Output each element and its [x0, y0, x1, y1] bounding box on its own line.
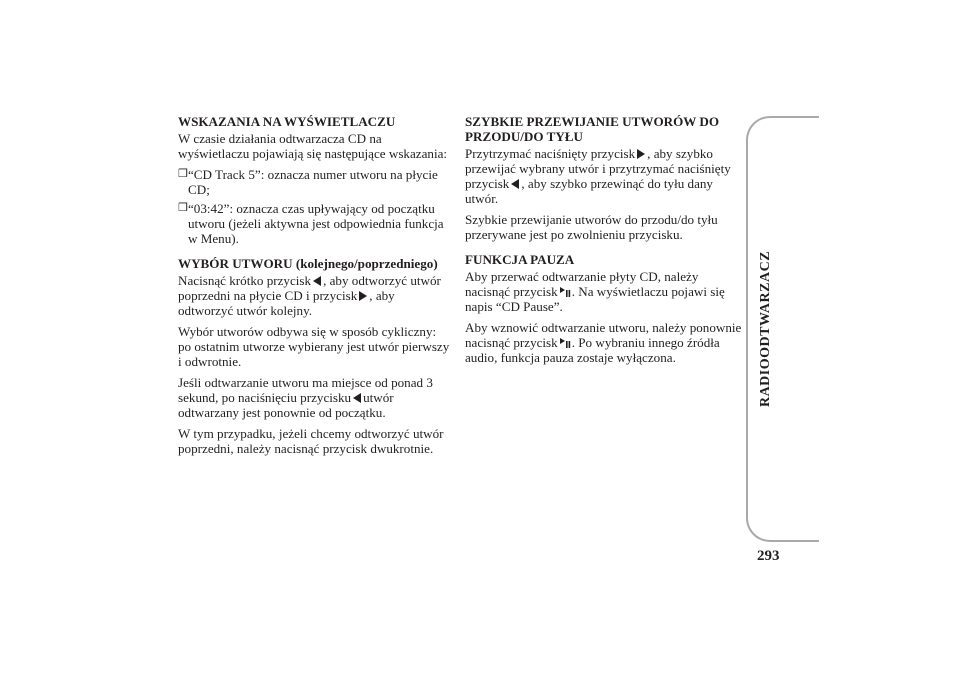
previous-arrow-icon [511, 179, 519, 189]
play-pause-icon [559, 286, 571, 298]
paragraph: Szybkie przewijanie utworów do przodu/do tyłu przerywane jest po zwolnieniu przycisku. [465, 212, 718, 242]
heading-pause-function: FUNKCJA PAUZA [465, 252, 575, 267]
paragraph: Aby przerwać odtwarzanie płyty CD, należy nacisnąć przycisk . Na wyświetlaczu pojawi się napis “CD Pause”. [465, 269, 725, 314]
paragraph: Aby wznowić odtwarzanie utworu, należy ponownie nacisnąć przycisk . Po wybraniu innego źródła audio, funkcja pauza zostaje wyłączona. [465, 320, 742, 365]
paragraph: Nacisnąć krótko przycisk , aby odtworzyć utwór poprzedni na płycie CD i przycisk , aby odtworzyć utwór kolejny. [178, 273, 441, 318]
heading-track-selection: WYBÓR UTWORU (kolejnego/poprzedniego) [178, 256, 438, 271]
heading-display-indications: WSKAZANIA NA WYŚWIETLACZU [178, 114, 396, 129]
list-item [178, 167, 450, 197]
paragraph: Przytrzymać naciśnięty przycisk , aby szybko przewijać wybrany utwór i przytrzymać naciśnięty przycisk , aby szybko przewinąć do tyłu dany utwór. [465, 146, 731, 206]
previous-arrow-icon [353, 393, 361, 403]
heading-fast-forward-rewind: SZYBKIE PRZEWIJANIE UTWORÓW DO PRZODU/DO TYŁU [465, 114, 720, 144]
checkbox-bullet-icon: ❒ [178, 202, 188, 214]
paragraph: Jeśli odtwarzanie utworu ma miejsce od ponad 3 sekund, po naciśnięciu przycisku utwór odtwarzany jest ponownie od początku. [178, 375, 433, 420]
play-pause-icon [559, 337, 571, 349]
previous-arrow-icon [313, 276, 321, 286]
section-tab-label: RADIOODTWARZACZ [758, 250, 773, 408]
paragraph: W tym przypadku, jeżeli chcemy odtworzyć utwór poprzedni, należy nacisnąć przycisk dwukrotnie. [178, 426, 444, 456]
checkbox-bullet-icon: ❒ [178, 168, 188, 180]
paragraph: Wybór utworów odbywa się w sposób cykliczny: po ostatnim utworze wybierany jest utwór pierwszy i odwrotnie. [178, 324, 450, 369]
list-item [178, 201, 450, 246]
section-side-tab [746, 116, 819, 542]
next-arrow-icon [359, 291, 367, 301]
left-column [178, 114, 450, 462]
right-column [465, 114, 743, 371]
next-arrow-icon [637, 149, 645, 159]
list-item-text: “03:42”: oznacza czas upływający od początku utworu (jeżeli aktywna jest odpowiednia funkcja w Menu). [188, 201, 444, 246]
page-number: 293 [757, 548, 780, 564]
paragraph: W czasie działania odtwarzacza CD na wyświetlaczu pojawiają się następujące wskazania: [178, 131, 448, 161]
list-item-text: “CD Track 5”: oznacza numer utworu na płycie CD; [188, 167, 438, 197]
